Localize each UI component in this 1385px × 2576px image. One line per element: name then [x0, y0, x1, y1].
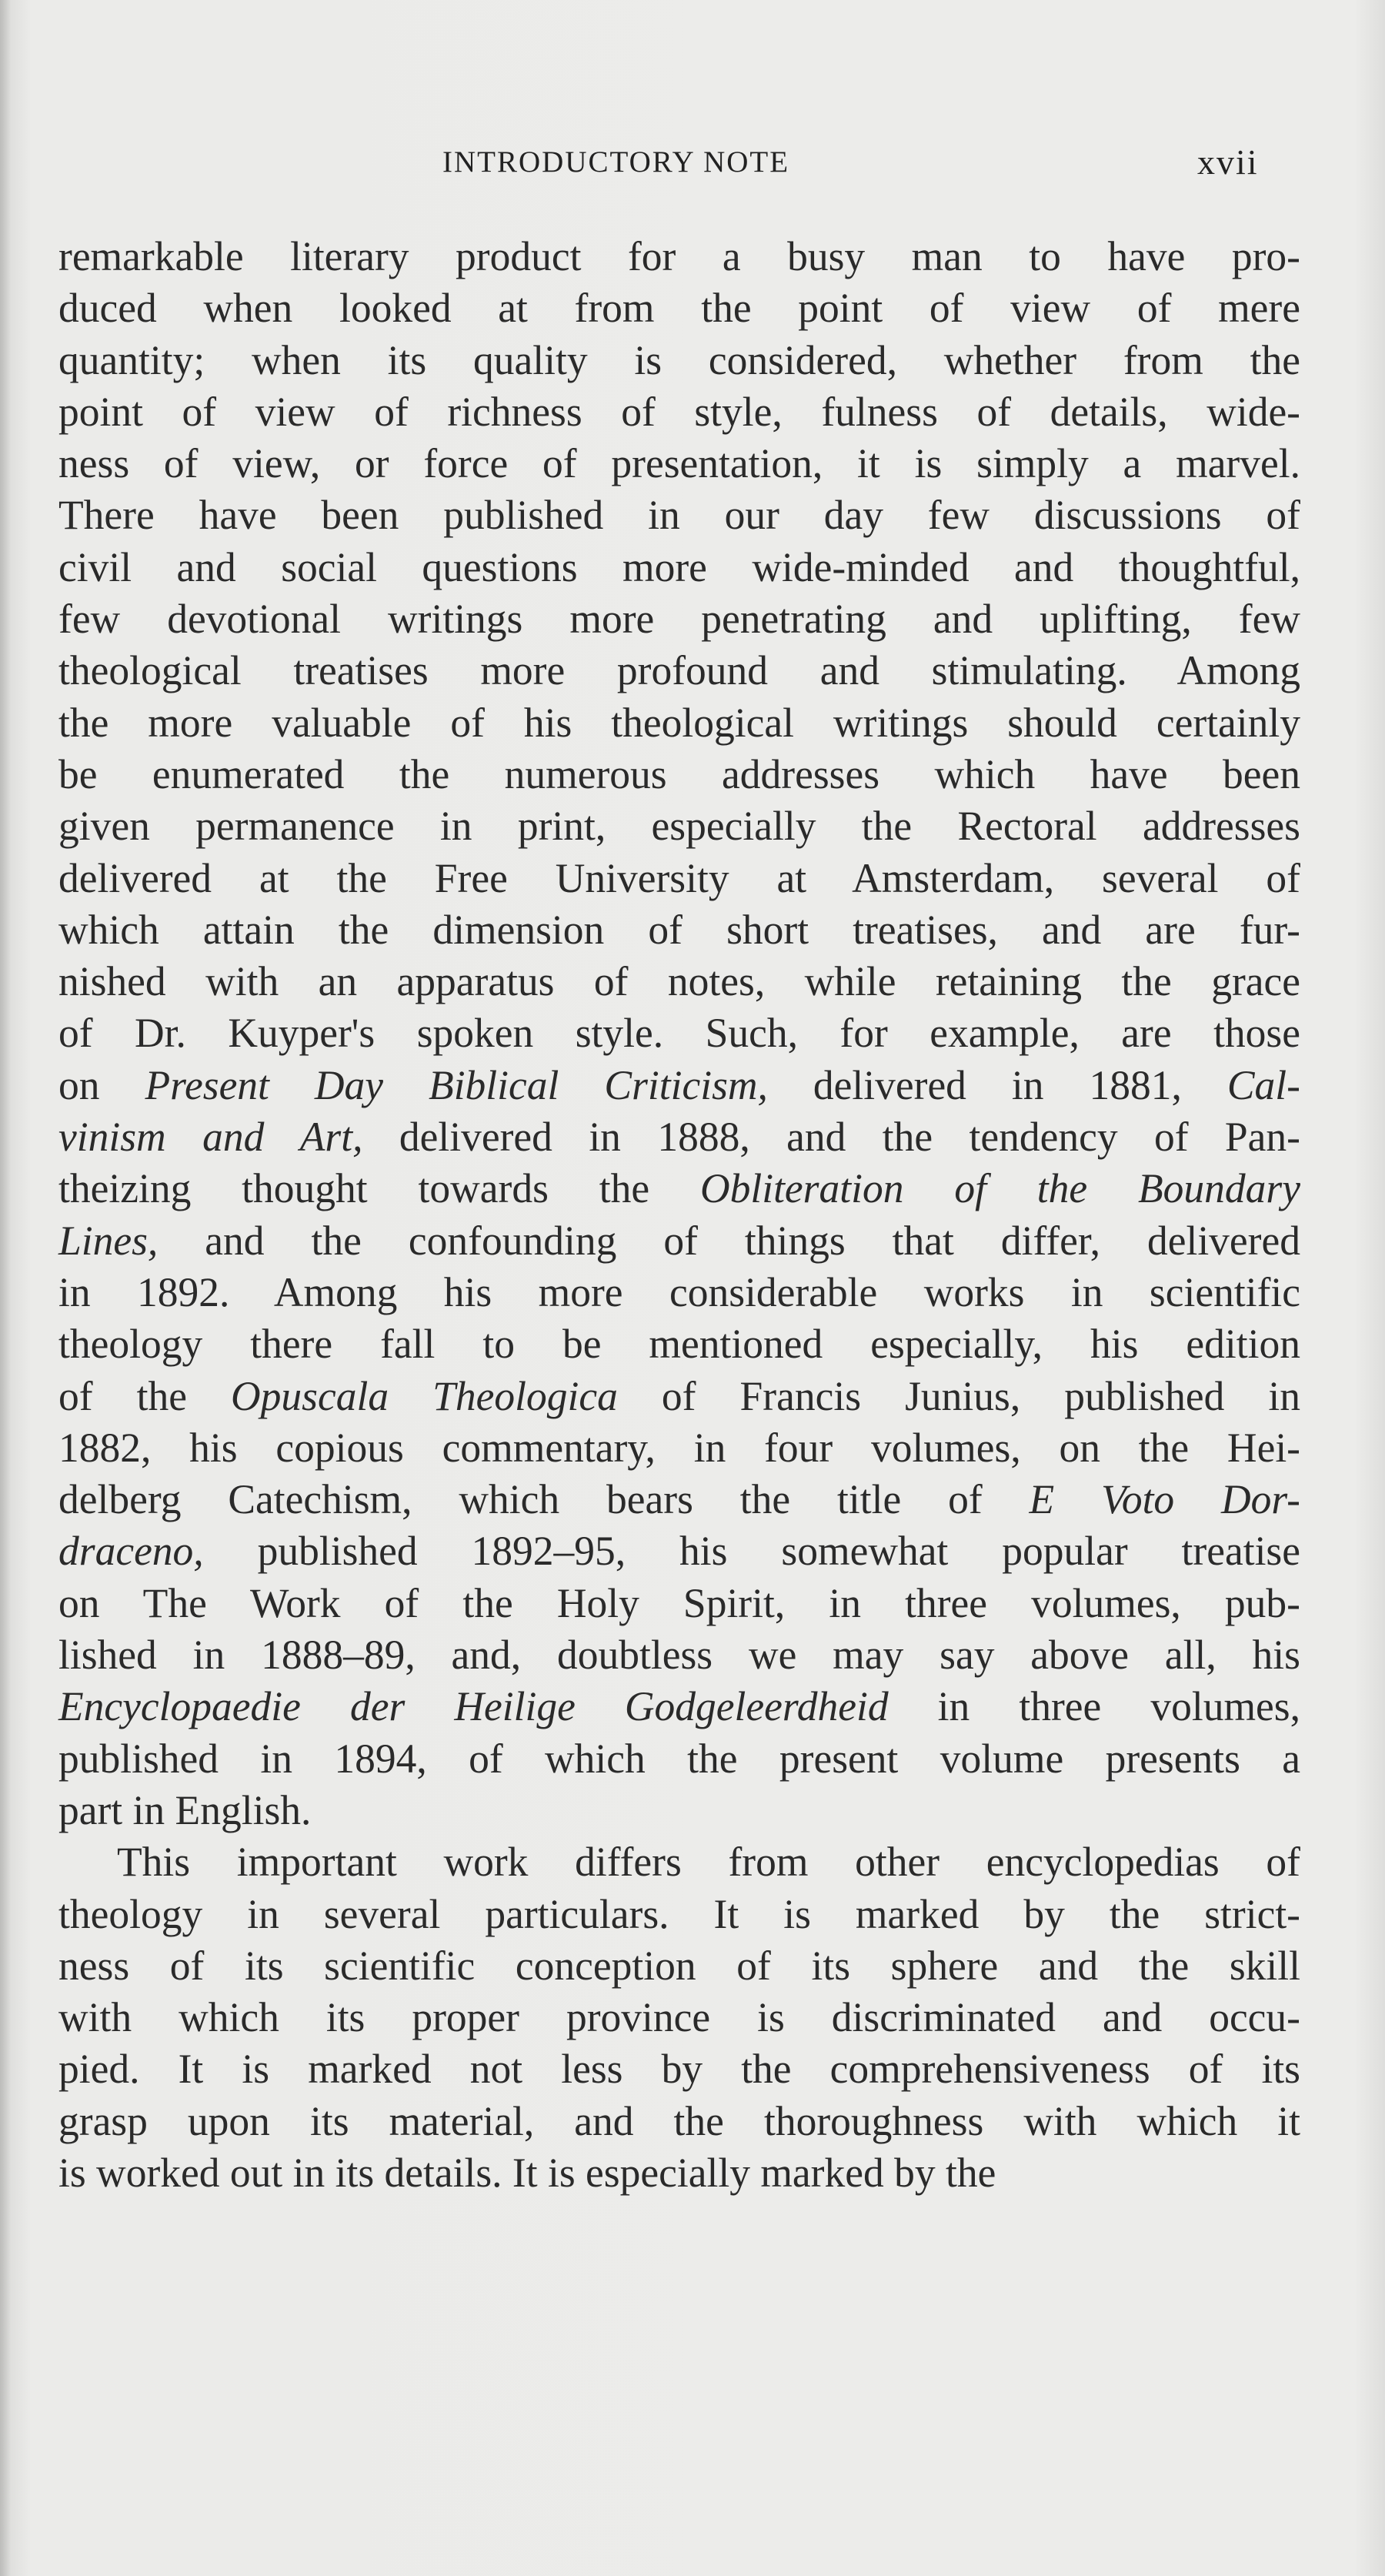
text-run: delivered in 1881, [767, 1061, 1227, 1108]
text-line [58, 1163, 1300, 1214]
text-line: theology in several particulars. It is marked by the strict- [58, 1890, 1300, 1937]
text-line: of Dr. Kuyper's spoken style. Such, for example, are those [58, 1010, 1300, 1057]
text-run: published 1892–95, his somewhat popular treatise [203, 1528, 1300, 1575]
text-line: theology there fall to be mentioned especially, his edition [58, 1321, 1300, 1368]
italic-title: Encyclopaedie der Heilige Godgeleerdheid [58, 1683, 889, 1730]
italic-title: Lines, [58, 1217, 159, 1264]
text-line: on The Work of the Holy Spirit, in three volumes, pub- [58, 1579, 1300, 1626]
text-line [58, 1111, 1300, 1163]
text-line: published in 1894, of which the present volume presents a [58, 1735, 1300, 1782]
text-line: nished with an apparatus of notes, while retaining the grace [58, 958, 1300, 1005]
text-line: in 1892. Among his more considerable works in scientific [58, 1268, 1300, 1315]
text-run: of the [58, 1372, 232, 1419]
text-line: with which its proper province is discriminated and occu- [58, 1994, 1300, 2041]
italic-title: Cal- [1226, 1061, 1300, 1108]
text-line: There have been published in our day few discussions of [58, 492, 1300, 539]
running-head [0, 142, 1385, 191]
text-line: civil and social questions more wide-minded and thoughtful, [58, 543, 1300, 590]
text-run: delberg Catechism, which bears the title of [58, 1476, 1030, 1523]
text-line: lished in 1888–89, and, doubtless we may say above all, his [58, 1632, 1300, 1679]
italic-title: draceno, [58, 1528, 204, 1575]
text-line [58, 1681, 1300, 1732]
text-run: delivered in 1888, and the tendency of Pan- [362, 1114, 1300, 1161]
body-text [58, 231, 1300, 2199]
text-line: theological treatises more profound and stimulating. Among [58, 647, 1300, 694]
paragraph [58, 1836, 1300, 2199]
italic-title: E Voto Dor- [1029, 1476, 1301, 1523]
text-line [58, 1060, 1300, 1111]
paragraph [58, 231, 1300, 1836]
text-line: This important work differs from other encyclopedias of [117, 1839, 1300, 1886]
text-run: theizing thought towards the [58, 1165, 700, 1212]
text-line: part in English. [58, 1786, 312, 1833]
text-line [58, 1215, 1300, 1267]
italic-title: Obliteration of the Boundary [699, 1165, 1300, 1212]
text-line: point of view of richness of style, fulness of details, wide- [58, 388, 1300, 435]
italic-title: vinism and Art, [58, 1114, 363, 1161]
text-run: and the confounding of things that differ, delivered [158, 1217, 1300, 1264]
text-line: is worked out in its details. It is especially marked by the [58, 2149, 996, 2196]
text-line: few devotional writings more penetrating and uplifting, few [58, 596, 1300, 643]
text-line: given permanence in print, especially the Rectoral addresses [58, 803, 1300, 850]
italic-title: Present Day Biblical Criticism, [145, 1061, 768, 1108]
text-line: delivered at the Free University at Amsterdam, several of [58, 854, 1300, 901]
text-line [58, 1525, 1300, 1577]
text-run: in three volumes, [888, 1683, 1300, 1730]
text-line: pied. It is marked not less by the comprehensiveness of its [58, 2046, 1300, 2093]
text-line [58, 1371, 1300, 1422]
page-number: xvii [1197, 142, 1259, 182]
text-line [58, 1474, 1300, 1525]
page-edge-shadow [0, 0, 11, 2576]
text-run: of Francis Junius, published in [617, 1372, 1300, 1419]
text-line: ness of view, or force of presentation, it is simply a marvel. [58, 440, 1300, 487]
text-line: 1882, his copious commentary, in four volumes, on the Hei- [58, 1424, 1300, 1471]
text-line: ness of its scientific conception of its sphere and the skill [58, 1942, 1300, 1989]
running-title: INTRODUCTORY NOTE [442, 145, 790, 179]
text-line: be enumerated the numerous addresses which have been [58, 750, 1300, 797]
text-run: on [58, 1061, 145, 1108]
italic-title: Opuscala Theologica [231, 1372, 618, 1419]
text-line: duced when looked at from the point of view of mere [58, 285, 1300, 332]
text-line: the more valuable of his theological writings should certainly [58, 699, 1300, 746]
text-line: remarkable literary product for a busy man to have pro- [58, 233, 1300, 279]
text-line: quantity; when its quality is considered, whether from the [58, 336, 1300, 383]
text-line: grasp upon its material, and the thoroughness with which it [58, 2097, 1300, 2144]
text-line: which attain the dimension of short treatises, and are fur- [58, 906, 1300, 953]
